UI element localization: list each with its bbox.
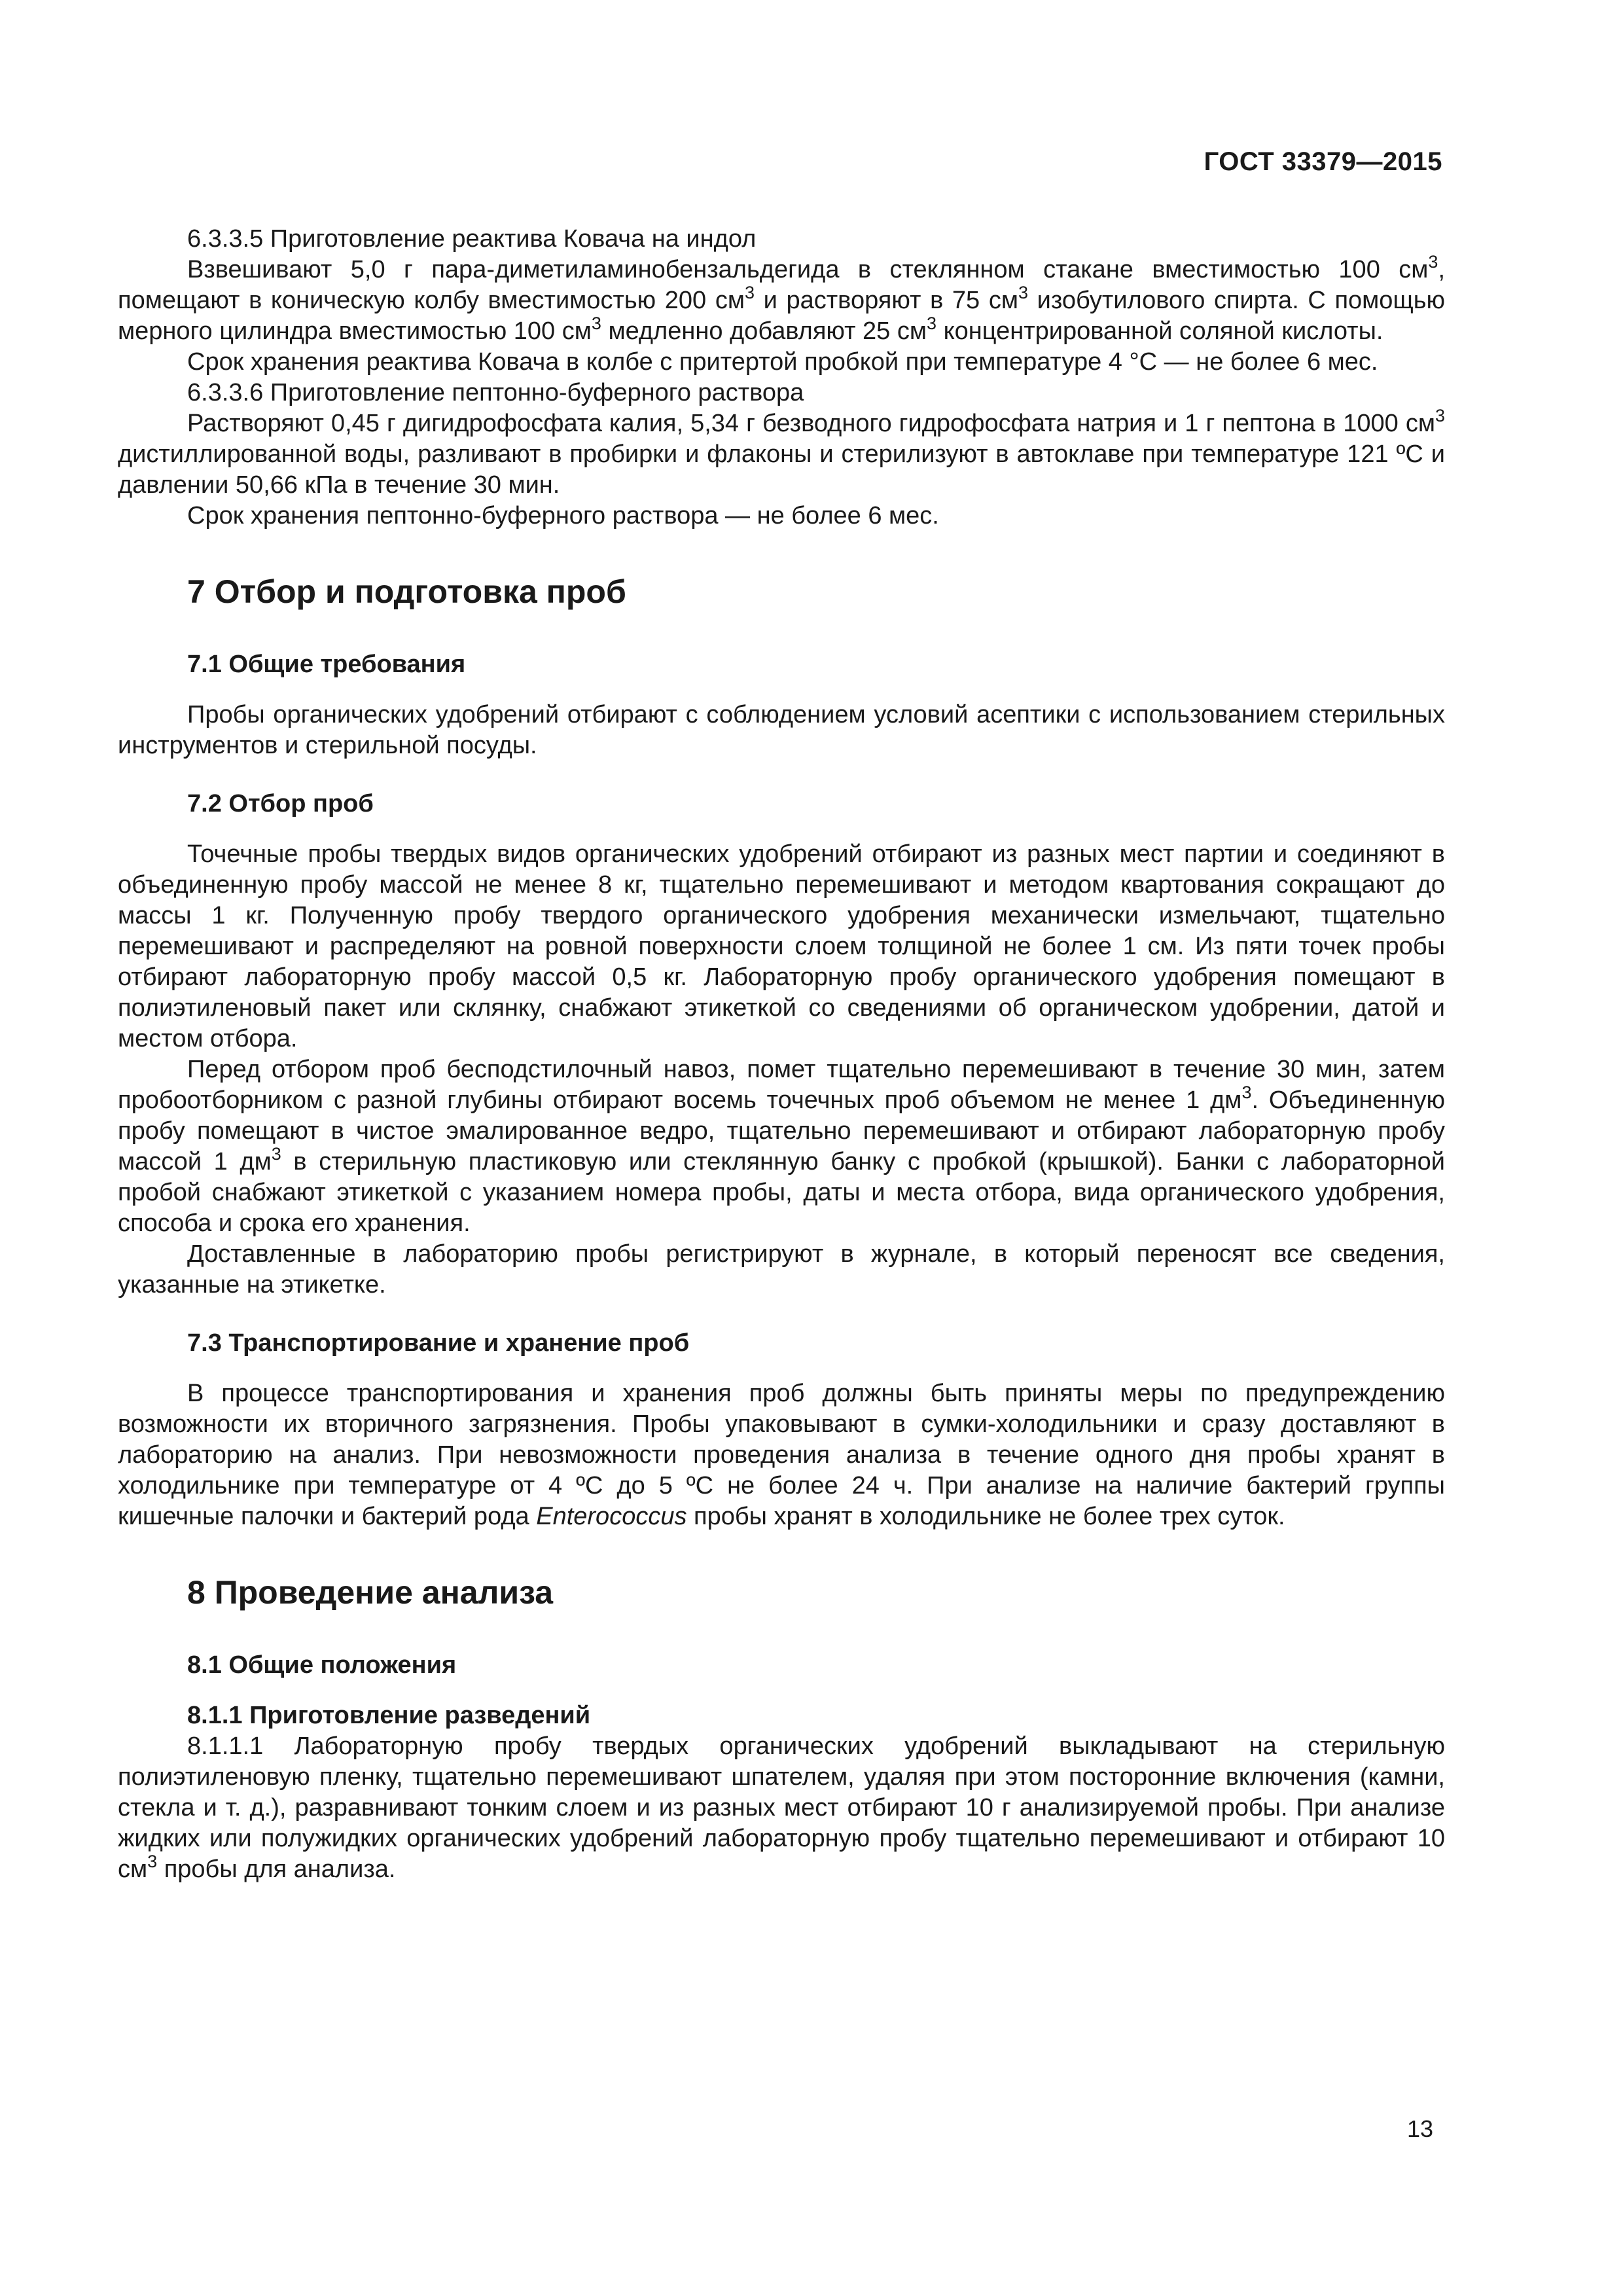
italic-genus-name: Enterococcus: [536, 1503, 687, 1530]
text-run: пробы для анализа.: [157, 1856, 396, 1883]
superscript: 3: [1018, 283, 1028, 302]
superscript: 3: [147, 1852, 158, 1871]
paragraph-kovach-preparation: [118, 252, 1446, 347]
subsection-6-3-3-5-title: 6.3.3.5 Приготовление реактива Ковача на индол: [187, 225, 757, 253]
text-run: , помещают в коническую колбу вместимостью 200 см: [118, 256, 1445, 314]
text-run: дистиллированной воды, разливают в пробирки и флаконы и стерилизуют в автоклаве при температуре 121 ºС и давлении 50,66 кПа в течение 30 мин.: [118, 440, 1445, 499]
paragraph-7-3: [118, 1378, 1445, 1532]
superscript: 3: [1241, 1083, 1252, 1102]
page-content: [118, 224, 1445, 1885]
paragraph-7-1: Пробы органических удобрений отбирают с соблюдением условий асептики с использованием стерильных инструментов и стерильной посуды.: [118, 701, 1445, 759]
section-7-heading: 7 Отбор и подготовка проб: [187, 573, 626, 610]
paragraph-8-1-1-1: [118, 1731, 1445, 1885]
text-run: изобутилового спирта. С помощью мерного цилиндра вместимостью 100 см: [118, 287, 1446, 345]
text-run: В процессе транспортирования и хранения проб должны быть приняты меры по предупреждению возможности их вторичного загрязнения. Пробы упаковывают в сумки-холодильники и сразу доставляют в лабораторию на анализ. При невозможности проведения анализа в течение одного дня пробы хранят в холодильнике при температуре от 4 ºС до 5 ºС не более 24 ч. При анализе на наличие бактерий группы кишечные палочки и бактерий рода: [118, 1380, 1445, 1530]
paragraph-7-2-manure-samples: [118, 1054, 1445, 1239]
text-run: Перед отбором проб бесподстилочный навоз, помет тщательно перемешивают в течение 30 мин, затем пробоотборником с разной глубины отбирают восемь точечных проб объемом не менее 1 дм: [118, 1056, 1445, 1114]
subsection-6-3-3-6-title: 6.3.3.6 Приготовление пептонно-буферного раствора: [187, 379, 804, 406]
paragraph-7-2-registration: Доставленные в лабораторию пробы регистрируют в журнале, в который переносят все сведения, указанные на этикетке.: [118, 1240, 1445, 1299]
page-number: 13: [1406, 2115, 1433, 2142]
superscript: 3: [744, 283, 755, 302]
paragraph-7-2-point-samples: Точечные пробы твердых видов органических удобрений отбирают из разных мест партии и соединяют в объединенную пробу массой не менее 8 кг, тщательно перемешивают и методом квартования сокращают до массы 1 кг. Полученную пробу твердого органического удобрения механически измельчают, тщательно перемешивают и распределяют на ровной поверхности слоем толщиной не более 1 см. Из пяти точек пробы отбирают лабораторную пробу массой 0,5 кг. Лабораторную пробу органического удобрения помещают в полиэтиленовый пакет или склянку, снабжают этикеткой со сведениями об органическом удобрении, датой и местом отбора.: [118, 840, 1445, 1052]
paragraph-peptone-storage: Срок хранения пептонно-буферного раствора — не более 6 мес.: [187, 502, 939, 529]
text-run: концентрированной соляной кислоты.: [936, 317, 1383, 345]
section-8-heading: 8 Проведение анализа: [187, 1574, 554, 1611]
subsection-7-2-heading: 7.2 Отбор проб: [187, 790, 374, 817]
subsection-7-1-heading: 7.1 Общие требования: [187, 651, 466, 678]
text-run: медленно добавляют 25 см: [601, 317, 927, 345]
subsection-7-3-heading: 7.3 Транспортирование и хранение проб: [187, 1329, 690, 1357]
text-run: . Объединенную пробу помещают в чистое эмалированное ведро, тщательно перемешивают и отбирают лабораторную пробу массой 1 дм: [118, 1086, 1445, 1175]
text-run: пробы хранят в холодильнике не более трех суток.: [687, 1503, 1285, 1530]
superscript: 3: [927, 314, 937, 333]
text-run: в стерильную пластиковую или стеклянную банку с пробкой (крышкой). Банки с лабораторной пробой снабжают этикеткой с указанием номера пробы, даты и места отбора, вида органического удобрения, способа и срока его хранения.: [118, 1148, 1445, 1237]
document-code-header: ГОСТ 33379—2015: [1204, 147, 1442, 176]
superscript: 3: [591, 314, 601, 333]
subsection-8-1-1-heading: 8.1.1 Приготовление разведений: [187, 1702, 591, 1729]
superscript: 3: [271, 1144, 281, 1164]
text-run: Взвешивают 5,0 г пара-диметиламинобензальдегида в стеклянном стакане вместимостью 100 см: [187, 256, 1429, 283]
subsection-8-1-heading: 8.1 Общие положения: [187, 1651, 457, 1679]
paragraph-peptone-preparation: [118, 408, 1445, 501]
text-run: 8.1.1.1 Лабораторную пробу твердых органических удобрений выкладывают на стерильную полиэтиленовую пленку, тщательно перемешивают шпателем, удаляя при этом посторонние включения (камни, стекла и т. д.), разравнивают тонким слоем и из разных мест отбирают 10 г анализируемой пробы. При анализе жидких или полужидких органических удобрений лабораторную пробу тщательно перемешивают и отбирают 10 см: [118, 1732, 1445, 1883]
superscript: 3: [1435, 406, 1445, 425]
paragraph-kovach-storage: Срок хранения реактива Ковача в колбе с притертой пробкой при температуре 4 °С — не более 6 мес.: [187, 348, 1378, 376]
text-run: Растворяют 0,45 г дигидрофосфата калия, 5,34 г безводного гидрофосфата натрия и 1 г пептона в 1000 см: [187, 410, 1435, 437]
text-run: и растворяют в 75 см: [755, 287, 1018, 314]
superscript: 3: [1428, 252, 1438, 272]
